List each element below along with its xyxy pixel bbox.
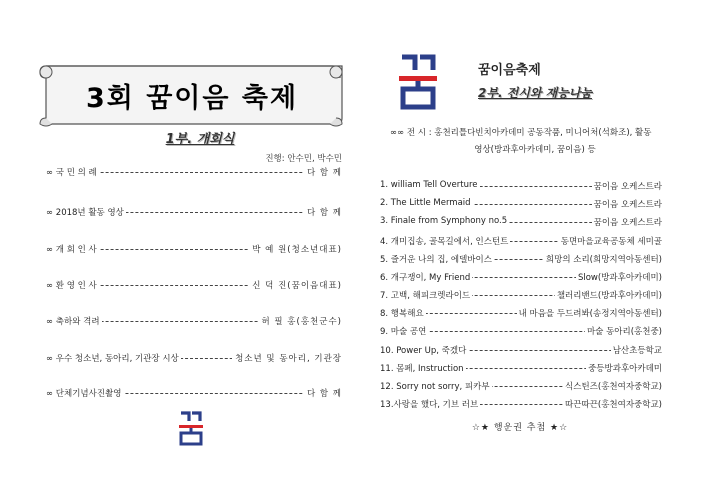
program-row: ∞ 단체기념사진촬영 다 함 께	[46, 389, 342, 399]
main-title: 3회 꿈이음 축제	[85, 83, 299, 114]
program-row: ∞ 국 민 의 례 다 함 께	[46, 168, 342, 178]
ggum-logo-large	[398, 52, 438, 114]
exhibit-line-2: 영상(방과후아카데미, 꿈이음) 등	[474, 145, 596, 155]
performance-row: 10. Power Up, 죽겠다 남산초등학교	[380, 346, 662, 356]
lucky-draw-footer: ☆★ 행운권 추첨 ★☆	[471, 423, 569, 433]
performance-row: 3. Finale from Symphony no.5 꿈이음 오케스트라	[380, 216, 662, 228]
performance-row: 1. william Tell Overture 꿈이음 오케스트라	[380, 180, 662, 192]
performance-row: 8. 행복해요 내 마음을 두드려봐(송정지역아동센터)	[380, 309, 662, 319]
performance-row: 11. 몸페, Instruction 중등방과후아카데미	[380, 364, 662, 374]
program-row: ∞ 축하와 격려 허 필 홍(홍천군수)	[46, 317, 342, 327]
performance-row: 9. 마술 공연 마술 동아리(홍천중)	[380, 327, 662, 337]
performance-row: 12. Sorry not sorry, 피카부 식스틴즈(홍천여자중학교)	[380, 382, 662, 392]
performance-row: 2. The Little Mermaid 꿈이음 오케스트라	[380, 198, 662, 210]
performance-row: 4. 개미집송, 골목길에서, 인스턴트 동면마을교육공동체 세미골	[380, 237, 662, 247]
ggum-logo-icon	[178, 410, 204, 446]
program-row: ∞ 환 영 인 사 신 덕 진(꿈이음대표)	[46, 281, 342, 291]
exhibit-description	[390, 125, 680, 159]
part1-title: 1부. 개회식	[165, 132, 235, 147]
performance-row: 6. 개구쟁이, My Friend Slow(방과후아카데미)	[380, 273, 662, 283]
part2-title: 2부. 전시와 재능나눔	[478, 86, 593, 100]
program-row: ∞ 2018년 활동 영상 다 함 께	[46, 208, 342, 218]
festival-title: 꿈이음축제	[478, 63, 541, 78]
program-row: ∞ 우수 청소년, 동아리, 기관장 시상 청소년 및 동아리, 기관장	[46, 354, 342, 364]
performance-row: 13.사랑을 했다, 기브 러브 따끈따끈(홍천여자중학교)	[380, 400, 662, 410]
program-row: ∞ 개 회 인 사 박 예 원(청소년대표)	[46, 245, 342, 255]
ggum-logo-icon	[398, 52, 438, 110]
performance-row: 7. 고백, 해피크렛라이드 챌러리밴드(방과후아카데미)	[380, 291, 662, 301]
host-info: 진행: 안수민, 박수민	[265, 154, 342, 164]
ggum-logo-small	[178, 410, 204, 450]
performance-row: 5. 즐거운 나의 집, 에델바이스 희망의 소리(희망지역아동센터)	[380, 255, 662, 265]
exhibit-line-1: ∞∞ 전 시 : 홍천리틀다빈치아카데미 공동작품, 미니어처(석화조), 활동	[390, 128, 652, 138]
